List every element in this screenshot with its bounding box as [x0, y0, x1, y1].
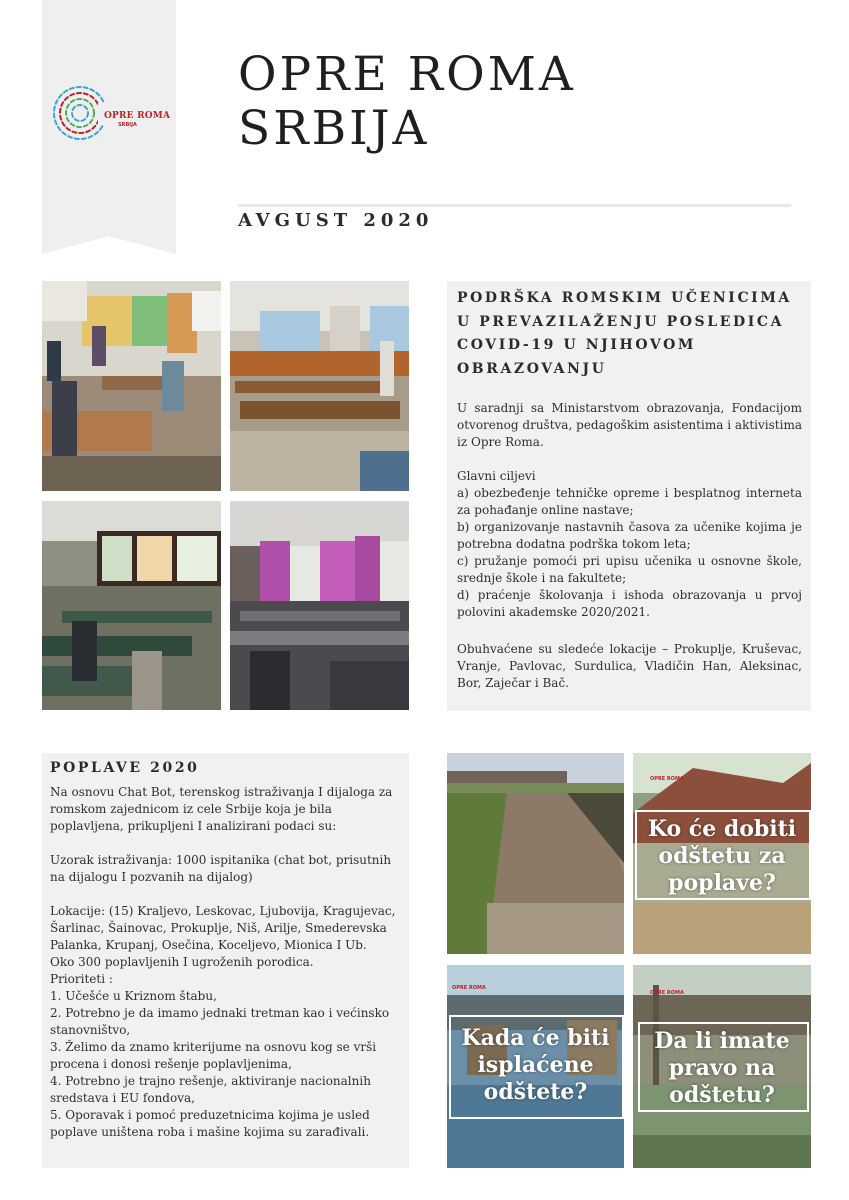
- classroom-photo-1: [42, 281, 221, 491]
- tile-line: pravo na: [668, 1055, 776, 1081]
- tile-line: odštete?: [483, 1079, 588, 1105]
- floods-locations: Lokacije: (15) Kraljevo, Leskovac, Ljubovija, Kragujevac, Šarlinac, Šainovac, Prokuplje, Niš, Arilje, Smederevska Palanka, Krupanj, Osečina, Koceljevo, Mionica I Ub.: [50, 904, 396, 952]
- support-locations: Obuhvaćene su sledeće lokacije – Prokuplje, Kruševac, Vranje, Pavlovac, Surdulica, Vladičin Han, Aleksinac, Bor, Zaječar i Bač.: [457, 642, 802, 690]
- floods-intro: Na osnovu Chat Bot, terenskog istraživanja I dijaloga za romskom zajednicom iz cele Srbije koja je bila poplavljena, prikupljeni I analizirani podaci su:: [50, 785, 393, 833]
- issue-date: AVGUST 2020: [238, 210, 434, 231]
- support-title: [457, 287, 802, 381]
- support-goals: [457, 468, 802, 621]
- tile-line: isplaćene: [477, 1052, 594, 1078]
- support-title-line: OBRAZOVANJU: [457, 360, 607, 377]
- tile-question-3: [633, 1028, 811, 1109]
- tile-line: odštetu?: [669, 1082, 775, 1108]
- priority-item: 4. Potrebno je trajno rešenje, aktiviranje nacionalnih sredstava i EU fondova,: [50, 1074, 371, 1105]
- tile-logo: OPRE ROMA: [650, 990, 684, 996]
- river-flood-photo: [447, 753, 624, 954]
- tile-question-1: [633, 816, 811, 897]
- priority-item: 3. Želimo da znamo kriterijume na osnovu kog se vrši procena i donosi rešenje poplavljenima,: [50, 1040, 377, 1071]
- goal-item: d) praćenje školovanja i ishoda obrazovanja u prvoj polovini akademske 2020/2021.: [457, 588, 802, 619]
- tile-line: Kada će biti: [461, 1025, 610, 1051]
- floods-families: Oko 300 poplavljenih I ugroženih porodica.: [50, 955, 314, 969]
- goal-item: b) organizovanje nastavnih časova za učenike kojima je potrebna dodatna podrška tokom leta;: [457, 520, 802, 551]
- classroom-photo-3: [42, 501, 221, 710]
- title-line-1: OPRE ROMA: [238, 47, 576, 102]
- priority-item: 2. Potrebno je da imamo jednaki tretman kao i većinsko stanovništvo,: [50, 1006, 390, 1037]
- support-title-line: U PREVAZILAŽENJU POSLEDICA: [457, 313, 785, 330]
- tile-line: Ko će dobiti: [647, 816, 797, 842]
- priority-item: 5. Oporavak i pomoć preduzetnicima kojima je usled poplave uništena roba i mašine kojima su zarađivali.: [50, 1108, 370, 1139]
- goal-item: c) pružanje pomoći pri upisu učenika u osnovne škole, srednje škole i na fakultete;: [457, 554, 802, 585]
- priorities-heading: Prioriteti :: [50, 972, 113, 986]
- tile-line: poplave?: [668, 870, 776, 896]
- tile-logo: OPRE ROMA: [452, 985, 486, 991]
- support-title-line: COVID-19 U NJIHOVOM: [457, 337, 697, 353]
- classroom-photo-4: [230, 501, 409, 710]
- title-divider: [238, 204, 791, 207]
- floods-body: [50, 784, 406, 1141]
- logo-subtext: SRBIJA: [118, 122, 137, 128]
- classroom-photo-2: [230, 281, 409, 491]
- goal-item: a) obezbeđenje tehničke opreme i besplatnog interneta za pohađanje online nastave;: [457, 486, 802, 517]
- floods-title: POPLAVE 2020: [50, 760, 200, 776]
- tile-logo: OPRE ROMA: [650, 776, 684, 782]
- support-title-line: PODRŠKA ROMSKIM UČENICIMA: [457, 290, 792, 306]
- goals-heading: Glavni ciljevi: [457, 469, 536, 483]
- priority-item: 1. Učešće u Kriznom štabu,: [50, 989, 217, 1003]
- tile-line: odštetu za: [658, 843, 786, 869]
- tile-line: Da li imate: [654, 1028, 790, 1054]
- page-title: [238, 48, 798, 156]
- tile-question-2: [443, 1025, 628, 1106]
- floods-sample: Uzorak istraživanja: 1000 ispitanika (chat bot, prisutnih na dijalogu I pozvanih na dijalog): [50, 853, 392, 884]
- title-line-2: SRBIJA: [238, 101, 430, 156]
- support-intro: U saradnji sa Ministarstvom obrazovanja, Fondacijom otvorenog društva, pedagoškim asistentima i aktivistima iz Opre Roma.: [457, 401, 802, 449]
- logo-text: OPRE ROMA: [104, 111, 171, 121]
